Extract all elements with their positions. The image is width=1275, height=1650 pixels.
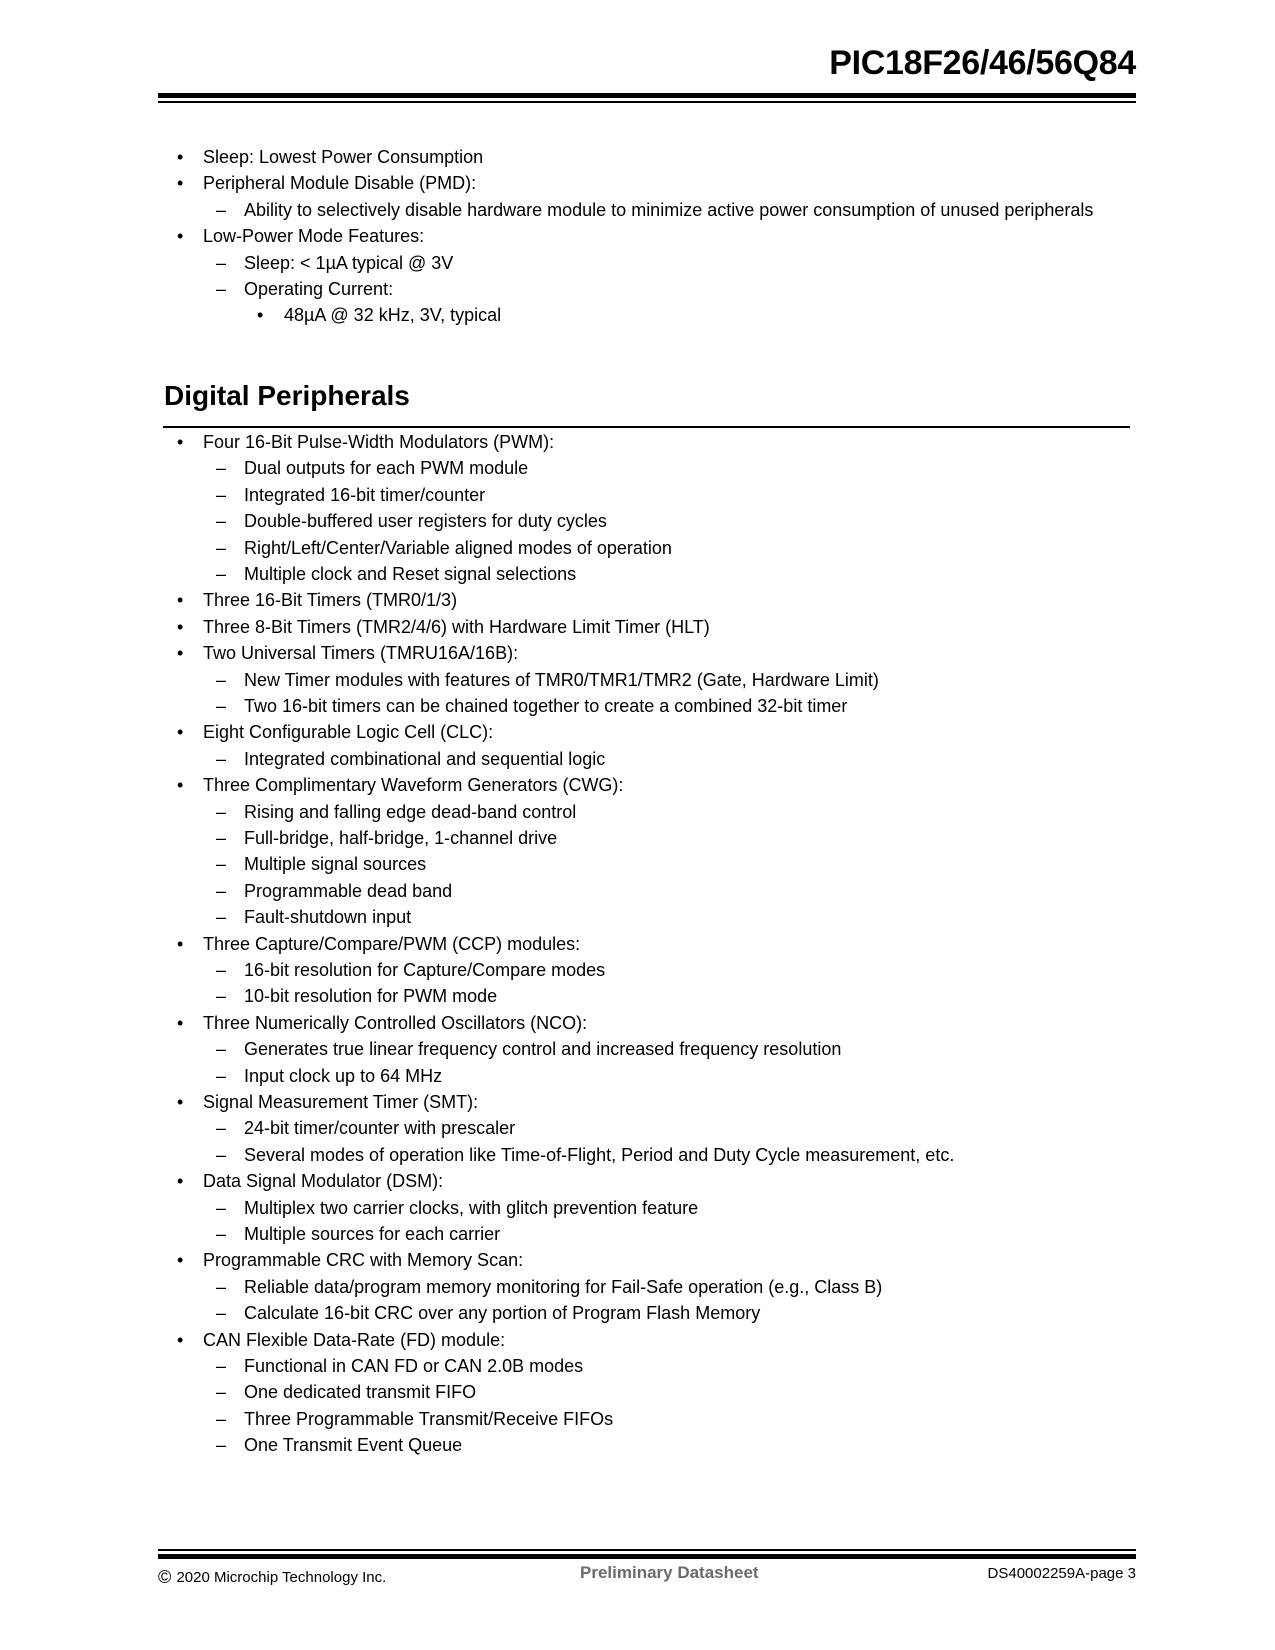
footer-status: Preliminary Datasheet xyxy=(580,1563,759,1582)
dash-marker: – xyxy=(216,1303,227,1324)
dash-marker: – xyxy=(216,252,227,273)
dash-marker: – xyxy=(216,960,227,980)
dash-marker: – xyxy=(216,484,227,505)
list-item-text: Three Complimentary Waveform Generators (CWG): xyxy=(203,775,624,796)
list-item-text: Two 16-bit timers can be chained together to create a combined 32-bit timer xyxy=(244,696,848,716)
list-item-text: One Transmit Event Queue xyxy=(244,1435,463,1456)
footer-copyright xyxy=(158,1567,386,1588)
bullet-marker: • xyxy=(177,590,184,611)
bullet-marker: • xyxy=(177,1329,184,1350)
list-item-text: 16-bit resolution for Capture/Compare modes xyxy=(244,960,606,980)
dash-marker: – xyxy=(216,748,227,769)
dash-marker: – xyxy=(216,801,227,822)
list-item-text: Dual outputs for each PWM module xyxy=(244,458,529,479)
copyright-symbol: © xyxy=(158,1567,172,1587)
bullet-marker: • xyxy=(177,1012,184,1033)
section-rule xyxy=(163,426,1130,428)
dash-marker: – xyxy=(216,458,227,479)
list-item-text: Two Universal Timers (TMRU16A/16B): xyxy=(203,643,519,664)
dash-marker: – xyxy=(216,537,227,558)
list-item-text: One dedicated transmit FIFO xyxy=(244,1382,477,1403)
dash-marker: – xyxy=(216,907,227,928)
footer-page-number: DS40002259A-page 3 xyxy=(987,1565,1136,1582)
list-item-text: Three 8-Bit Timers (TMR2/4/6) with Hardware Limit Timer (HLT) xyxy=(203,616,710,637)
bullet-marker: • xyxy=(177,1171,184,1192)
footer-rule-thick xyxy=(158,1554,1136,1559)
document-title: PIC18F26/46/56Q84 xyxy=(829,44,1136,82)
bullet-marker: • xyxy=(177,643,184,664)
list-item-text: Three Numerically Controlled Oscillators (NCO): xyxy=(203,1012,588,1033)
list-item-text: Input clock up to 64 MHz xyxy=(244,1065,443,1086)
list-item-text: Operating Current: xyxy=(244,279,394,299)
dash-marker: – xyxy=(216,669,227,690)
list-item-text: 10-bit resolution for PWM mode xyxy=(244,986,498,1007)
list-item-text: Eight Configurable Logic Cell (CLC): xyxy=(203,722,494,743)
dash-marker: – xyxy=(216,1224,227,1244)
list-item-text: Integrated combinational and sequential logic xyxy=(244,748,606,769)
dash-marker: – xyxy=(216,986,227,1007)
list-item-text: 24-bit timer/counter with prescaler xyxy=(244,1118,516,1139)
dash-marker: – xyxy=(216,828,227,848)
list-item-text: Sleep: Lowest Power Consumption xyxy=(203,147,484,167)
dash-marker: – xyxy=(216,854,227,875)
section-heading: Digital Peripherals xyxy=(164,380,410,411)
list-item-text: 48µA @ 32 kHz, 3V, typical xyxy=(284,305,502,326)
list-item-text: Four 16-Bit Pulse-Width Modulators (PWM): xyxy=(203,432,555,452)
dash-marker: – xyxy=(216,696,227,716)
bullet-marker: • xyxy=(177,226,184,247)
list-item-text: Several modes of operation like Time-of-Flight, Period and Duty Cycle measurement, etc. xyxy=(244,1144,955,1165)
list-item-text: Programmable dead band xyxy=(244,880,453,901)
dash-marker: – xyxy=(216,1408,227,1429)
list-item-text: Peripheral Module Disable (PMD): xyxy=(203,173,477,194)
list-item-text: Ability to selectively disable hardware module to minimize active power consumption of unused peripherals xyxy=(244,199,1094,220)
dash-marker: – xyxy=(216,1039,227,1060)
copyright-text: 2020 Microchip Technology Inc. xyxy=(176,1569,387,1586)
bullet-marker: • xyxy=(177,722,184,743)
header-rule-thin xyxy=(158,101,1136,103)
dash-marker: – xyxy=(216,1118,227,1139)
bullet-marker: • xyxy=(177,1092,184,1112)
list-item-text: Multiple clock and Reset signal selections xyxy=(244,564,577,584)
list-item-text: Calculate 16-bit CRC over any portion of Program Flash Memory xyxy=(244,1303,761,1324)
list-item-text: Three Capture/Compare/PWM (CCP) modules: xyxy=(203,933,581,954)
list-item-text: Programmable CRC with Memory Scan: xyxy=(203,1250,524,1271)
bullet-marker: • xyxy=(177,775,184,796)
header-rule-thick xyxy=(158,93,1136,98)
dash-marker: – xyxy=(216,1435,227,1456)
list-item-text: Signal Measurement Timer (SMT): xyxy=(203,1092,479,1112)
dash-marker: – xyxy=(216,1144,227,1165)
dash-marker: – xyxy=(216,880,227,901)
bullet-marker: • xyxy=(177,147,184,167)
dash-marker: – xyxy=(216,1276,227,1297)
list-item-text: Functional in CAN FD or CAN 2.0B modes xyxy=(244,1356,584,1376)
dash-marker: – xyxy=(216,199,227,220)
footer-rule-thin xyxy=(158,1549,1136,1551)
list-item-text: Fault-shutdown input xyxy=(244,907,412,928)
list-item-text: Multiple sources for each carrier xyxy=(244,1224,501,1244)
dash-marker: – xyxy=(216,564,227,584)
dash-marker: – xyxy=(216,1197,227,1218)
list-item-text: CAN Flexible Data-Rate (FD) module: xyxy=(203,1329,506,1350)
list-item-text: Data Signal Modulator (DSM): xyxy=(203,1171,444,1192)
list-item-text: Multiplex two carrier clocks, with glitch prevention feature xyxy=(244,1197,699,1218)
list-item-text: Low-Power Mode Features: xyxy=(203,226,425,247)
dash-marker: – xyxy=(216,1065,227,1086)
list-item-text: Full-bridge, half-bridge, 1-channel drive xyxy=(244,828,558,848)
list-item-text: Double-buffered user registers for duty cycles xyxy=(244,511,607,532)
list-item-text: Three 16-Bit Timers (TMR0/1/3) xyxy=(203,590,458,611)
list-item-text: New Timer modules with features of TMR0/TMR1/TMR2 (Gate, Hardware Limit) xyxy=(244,669,879,690)
bullet-marker: • xyxy=(257,305,264,326)
bullet-marker: • xyxy=(177,432,184,452)
list-item-text: Right/Left/Center/Variable aligned modes of operation xyxy=(244,537,672,558)
bullet-marker: • xyxy=(177,1250,184,1271)
list-item-text: Generates true linear frequency control and increased frequency resolution xyxy=(244,1039,842,1060)
list-item-text: Multiple signal sources xyxy=(244,854,427,875)
bullet-marker: • xyxy=(177,933,184,954)
list-item-text: Integrated 16-bit timer/counter xyxy=(244,484,486,505)
bullet-marker: • xyxy=(177,616,184,637)
bullet-marker: • xyxy=(177,173,184,194)
list-item-text: Rising and falling edge dead-band control xyxy=(244,801,577,822)
list-item-text: Sleep: < 1µA typical @ 3V xyxy=(244,252,454,273)
dash-marker: – xyxy=(216,1382,227,1403)
dash-marker: – xyxy=(216,511,227,532)
list-item-text: Reliable data/program memory monitoring for Fail-Safe operation (e.g., Class B) xyxy=(244,1276,883,1297)
list-item-text: Three Programmable Transmit/Receive FIFOs xyxy=(244,1408,614,1429)
dash-marker: – xyxy=(216,1356,227,1376)
dash-marker: – xyxy=(216,279,227,299)
